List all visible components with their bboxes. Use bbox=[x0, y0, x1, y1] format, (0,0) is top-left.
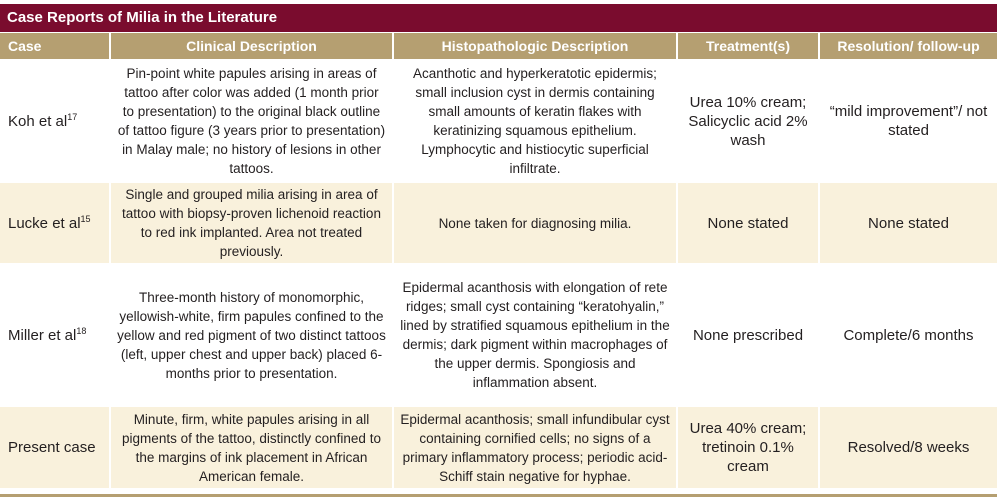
resolution-cell: Complete/6 months bbox=[819, 264, 997, 406]
case-cell bbox=[0, 406, 110, 488]
table-row bbox=[0, 182, 997, 264]
case-reports-table bbox=[0, 33, 997, 488]
table-row bbox=[0, 406, 997, 488]
clinical-cell: Three-month history of monomorphic, yellowish-white, firm papules confined to the yellow and red pigment of two distinct tattoos (left, upper chest and upper back) placed 6-months prior to presentation. bbox=[110, 264, 393, 406]
treatment-cell: Urea 40% cream; tretinoin 0.1% cream bbox=[677, 406, 819, 488]
resolution-cell: Resolved/8 weeks bbox=[819, 406, 997, 488]
table-row bbox=[0, 264, 997, 406]
clinical-cell: Minute, firm, white papules arising in all pigments of the tattoo, distinctly confined to the margins of ink placement in African American female. bbox=[110, 406, 393, 488]
resolution-cell: “mild improvement”/ not stated bbox=[819, 60, 997, 182]
header-resolution: Resolution/ follow-up bbox=[819, 33, 997, 60]
reference-number: 17 bbox=[67, 111, 78, 122]
header-histo: Histopathologic Description bbox=[393, 33, 677, 60]
treatment-cell: None stated bbox=[677, 182, 819, 264]
case-name: Present case bbox=[8, 439, 96, 456]
header-clinical: Clinical Description bbox=[110, 33, 393, 60]
case-name: Koh et al bbox=[8, 112, 68, 130]
bottom-rule bbox=[0, 494, 997, 497]
case-cell bbox=[0, 264, 110, 406]
case-name: Lucke et al bbox=[8, 214, 81, 232]
case-name: Miller et al bbox=[8, 326, 77, 344]
case-cell bbox=[0, 60, 110, 182]
treatment-cell: Urea 10% cream; Salicyclic acid 2% wash bbox=[677, 60, 819, 182]
histo-cell: Epidermal acanthosis; small infundibular cyst containing cornified cells; no signs of a primary inflammatory process; periodic acid-Schiff stain negative for hyphae. bbox=[393, 406, 677, 488]
clinical-cell: Single and grouped milia arising in area of tattoo with biopsy-proven lichenoid reaction to red ink implanted. Area not treated previously. bbox=[110, 182, 393, 264]
header-treatment: Treatment(s) bbox=[677, 33, 819, 60]
header-row bbox=[0, 33, 997, 60]
resolution-cell: None stated bbox=[819, 182, 997, 264]
reference-number: 15 bbox=[80, 213, 91, 224]
reference-number: 18 bbox=[76, 325, 87, 336]
histo-cell: Acanthotic and hyperkeratotic epidermis; small inclusion cyst in dermis containing small amounts of keratin flakes with keratinizing squamous epithelium. Lymphocytic and histiocytic superficial infiltrate. bbox=[393, 60, 677, 182]
table-row bbox=[0, 60, 997, 182]
case-cell bbox=[0, 182, 110, 264]
clinical-cell: Pin-point white papules arising in areas of tattoo after color was added (1 month prior to presentation) to the original black outline of tattoo figure (3 years prior to presentation) in Malay male; no history of lesions in other tattoos. bbox=[110, 60, 393, 182]
histo-cell: Epidermal acanthosis with elongation of rete ridges; small cyst containing “keratohyalin,” lined by stratified squamous epithelium in the dermis; dark pigment within macrophages of the upper dermis. Spongiosis and inflammation absent. bbox=[393, 264, 677, 406]
histo-cell: None taken for diagnosing milia. bbox=[393, 182, 677, 264]
table-title: Case Reports of Milia in the Literature bbox=[0, 4, 997, 32]
treatment-cell: None prescribed bbox=[677, 264, 819, 406]
header-case: Case bbox=[0, 33, 110, 60]
